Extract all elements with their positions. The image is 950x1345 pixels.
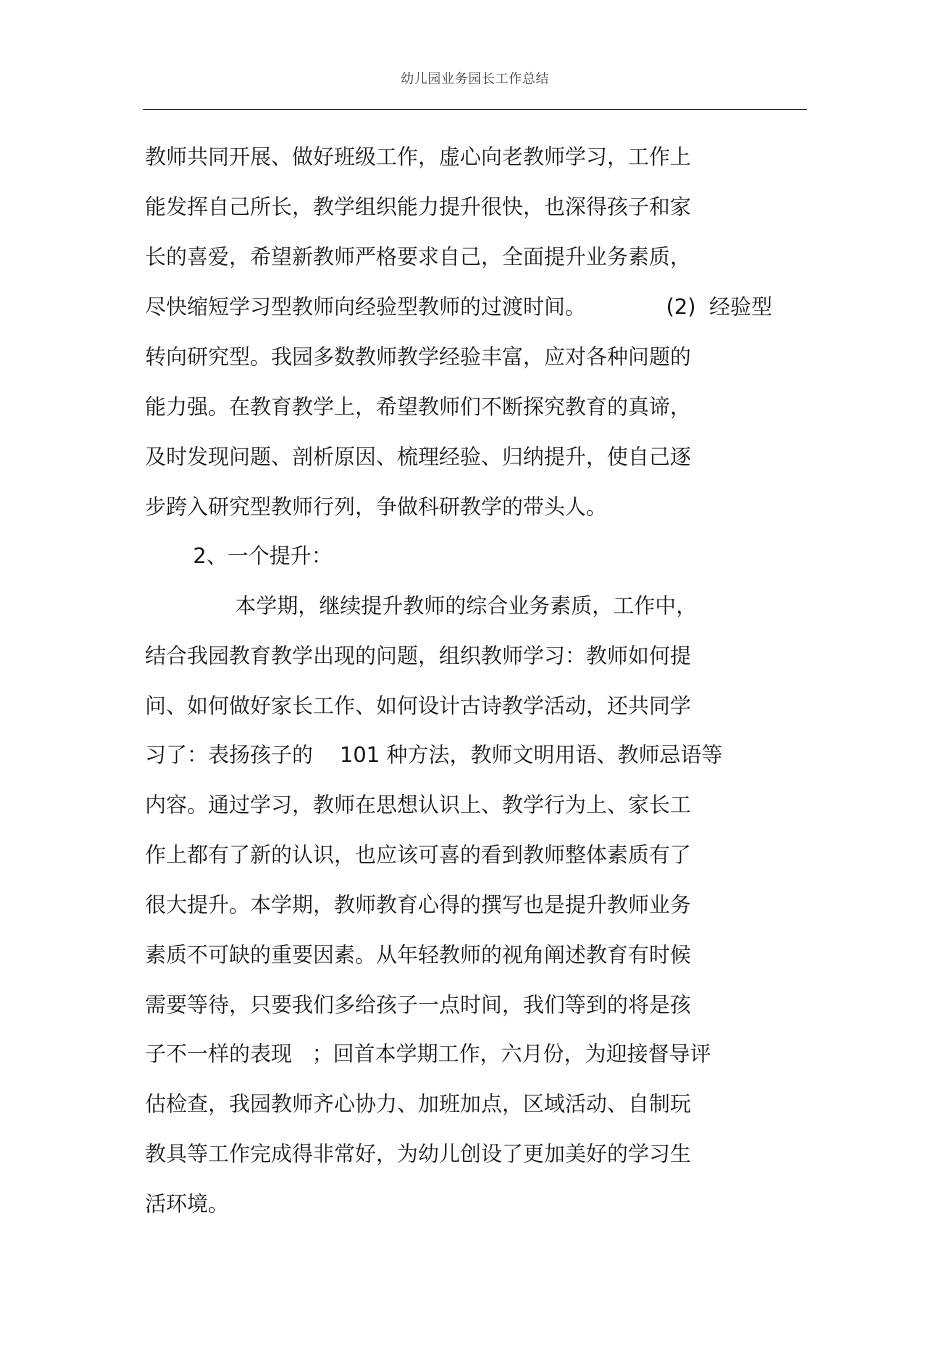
body-line-7: 及时发现问题、剖析原因、梳理经验、归纳提升，使自己逐 (145, 445, 691, 469)
body-line-12: 问、如何做好家长工作、如何设计古诗教学活动，还共同学 (145, 694, 691, 718)
body-line-5: 转向研究型。我园多数教师教学经验丰富，应对各种问题的 (145, 345, 691, 369)
body-line-1: 教师共同开展、做好班级工作，虚心向老教师学习，工作上 (145, 145, 691, 169)
body-line-17: 素质不可缺的重要因素。从年轻教师的视角阐述教育有时候 (145, 943, 691, 967)
body-line-14: 内容。通过学习，教师在思想认识上、教学行为上、家长工 (145, 793, 691, 817)
body-line-19: 子不一样的表现 ；回首本学期工作，六月份，为迎接督导评 (145, 1042, 712, 1066)
body-line-15: 作上都有了新的认识，也应该可喜的看到教师整体素质有了 (145, 843, 691, 867)
body-line-3: 长的喜爱，希望新教师严格要求自己，全面提升业务素质， (145, 245, 691, 269)
page-header-title: 幼儿园业务园长工作总结 (400, 72, 550, 87)
body-line-20: 估检查，我园教师齐心协力、加班加点，区域活动、自制玩 (145, 1092, 691, 1116)
body-line-22: 活环境。 (145, 1192, 229, 1216)
body-line-8: 步跨入研究型教师行列，争做科研教学的带头人。 (145, 495, 607, 519)
body-line-10: 本学期，继续提升教师的综合业务素质，工作中， (235, 594, 697, 618)
section-heading: 2、一个提升： (193, 544, 333, 568)
body-line-18: 需要等待，只要我们多给孩子一点时间，我们等到的将是孩 (145, 993, 691, 1017)
header-divider (143, 109, 807, 110)
body-line-6: 能力强。在教育教学上，希望教师们不断探究教育的真谛， (145, 395, 691, 419)
body-line-11: 结合我园教育教学出现的问题，组织教师学习：教师如何提 (145, 644, 691, 668)
body-line-13: 习了：表扬孩子的 101 种方法，教师文明用语、教师忌语等 (145, 743, 723, 767)
body-line-21: 教具等工作完成得非常好，为幼儿创设了更加美好的学习生 (145, 1142, 691, 1166)
body-line-2: 能发挥自己所长，教学组织能力提升很快，也深得孩子和家 (145, 195, 691, 219)
body-line-4: 尽快缩短学习型教师向经验型教师的过渡时间。 (2) 经验型 (145, 295, 773, 319)
body-line-16: 很大提升。本学期，教师教育心得的撰写也是提升教师业务 (145, 893, 691, 917)
